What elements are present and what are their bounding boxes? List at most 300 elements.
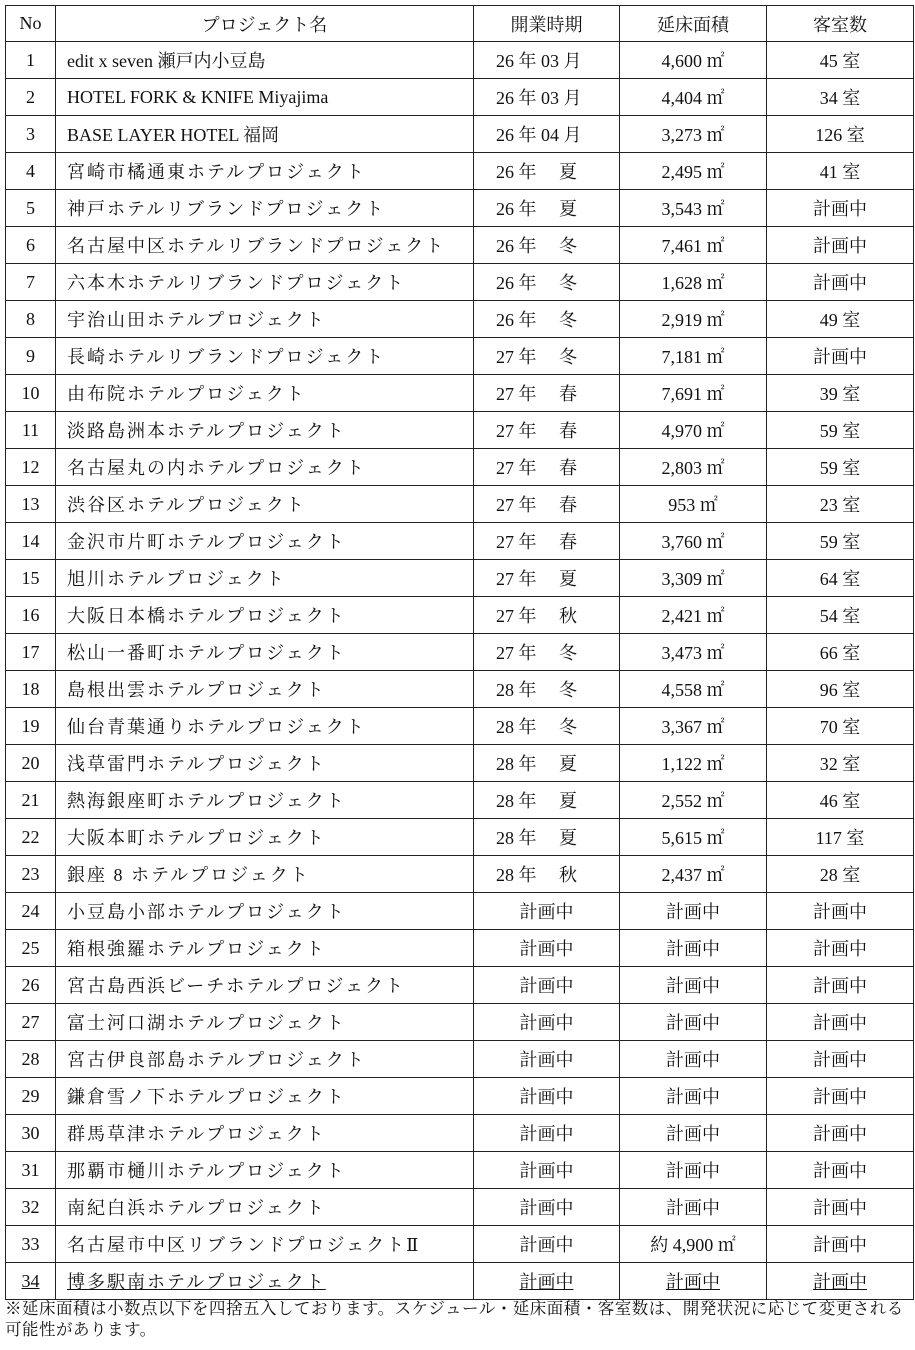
cell-opening-text: 27 年 春	[496, 458, 577, 478]
cell-opening-text: 27 年 春	[496, 421, 577, 441]
cell-project-name	[56, 264, 474, 301]
cell-floor-area	[620, 523, 767, 560]
cell-rooms	[767, 190, 914, 227]
table-row	[6, 412, 914, 449]
cell-no	[6, 1189, 56, 1226]
cell-floor-area-text: 4,558 ㎡	[661, 680, 725, 700]
cell-no-text: 34	[21, 1270, 40, 1291]
cell-rooms	[767, 1115, 914, 1152]
cell-no-text: 4	[26, 160, 35, 181]
cell-project-name	[56, 1115, 474, 1152]
cell-opening-text: 27 年 春	[496, 532, 577, 552]
cell-project-name-text: 箱根強羅ホテルプロジェクト	[67, 939, 326, 959]
cell-no-text: 22	[21, 826, 40, 847]
cell-floor-area-text: 3,543 ㎡	[661, 199, 725, 219]
cell-no-text: 13	[21, 493, 40, 514]
cell-project-name	[56, 1226, 474, 1263]
cell-project-name-text: 神戸ホテルリブランドプロジェクト	[67, 199, 386, 219]
cell-project-name	[56, 301, 474, 338]
table-row	[6, 1189, 914, 1226]
cell-rooms-text: 計画中	[813, 1272, 867, 1292]
cell-opening-text: 28 年 夏	[496, 754, 577, 774]
cell-no-text: 10	[21, 382, 40, 403]
cell-opening-text: 26 年 夏	[496, 162, 577, 182]
cell-project-name-text: 宮古伊良部島ホテルプロジェクト	[67, 1050, 366, 1070]
cell-project-name	[56, 412, 474, 449]
cell-opening-text: 計画中	[519, 939, 574, 959]
cell-no-text: 33	[21, 1233, 40, 1254]
cell-floor-area	[620, 856, 767, 893]
cell-no-text: 14	[21, 530, 40, 551]
cell-rooms	[767, 1041, 914, 1078]
cell-project-name	[56, 523, 474, 560]
cell-rooms-text: 54 室	[819, 606, 861, 626]
cell-floor-area	[620, 1115, 767, 1152]
cell-no-text: 3	[26, 123, 35, 144]
cell-project-name	[56, 1004, 474, 1041]
cell-opening-text: 27 年 秋	[496, 606, 577, 626]
cell-floor-area	[620, 301, 767, 338]
cell-no-text: 28	[21, 1048, 40, 1069]
cell-floor-area-text: 3,367 ㎡	[661, 717, 725, 737]
cell-opening	[474, 190, 620, 227]
cell-floor-area	[620, 338, 767, 375]
cell-opening-text: 26 年 冬	[496, 310, 577, 330]
hotel-projects-table	[5, 5, 914, 1300]
cell-opening	[474, 153, 620, 190]
cell-opening	[474, 116, 620, 153]
cell-rooms-text: 計画中	[813, 939, 867, 959]
cell-opening-text: 計画中	[519, 1050, 574, 1070]
cell-floor-area-text: 4,970 ㎡	[661, 421, 725, 441]
table-row	[6, 1078, 914, 1115]
cell-floor-area-text: 7,461 ㎡	[661, 236, 725, 256]
cell-rooms	[767, 745, 914, 782]
cell-rooms-text: 32 室	[819, 754, 861, 774]
cell-opening	[474, 227, 620, 264]
cell-floor-area-text: 計画中	[666, 1124, 720, 1144]
cell-no-text: 24	[21, 900, 40, 921]
cell-project-name-text: edit x seven 瀬戸内小豆島	[67, 51, 266, 71]
cell-opening	[474, 1004, 620, 1041]
cell-project-name	[56, 338, 474, 375]
table-row	[6, 449, 914, 486]
cell-floor-area	[620, 412, 767, 449]
cell-no	[6, 227, 56, 264]
cell-floor-area-text: 3,273 ㎡	[661, 125, 725, 145]
cell-opening-text: 28 年 冬	[496, 680, 577, 700]
cell-floor-area	[620, 1004, 767, 1041]
cell-rooms	[767, 930, 914, 967]
cell-floor-area	[620, 1078, 767, 1115]
cell-project-name-text: 宇治山田ホテルプロジェクト	[67, 310, 326, 330]
table-row	[6, 782, 914, 819]
cell-project-name-text: 群馬草津ホテルプロジェクト	[67, 1124, 326, 1144]
cell-project-name	[56, 782, 474, 819]
cell-project-name-text: 浅草雷門ホテルプロジェクト	[67, 754, 326, 774]
cell-project-name	[56, 1041, 474, 1078]
cell-rooms-text: 66 室	[819, 643, 861, 663]
cell-opening	[474, 264, 620, 301]
cell-opening-text: 計画中	[519, 1124, 574, 1144]
cell-project-name	[56, 819, 474, 856]
cell-rooms-text: 計画中	[813, 347, 867, 367]
cell-no-text: 25	[21, 937, 40, 958]
cell-floor-area-text: 3,473 ㎡	[661, 643, 725, 663]
cell-no-text: 32	[21, 1196, 40, 1217]
cell-opening-text: 26 年 03 月	[496, 51, 582, 71]
cell-rooms	[767, 116, 914, 153]
cell-rooms	[767, 1189, 914, 1226]
cell-no	[6, 967, 56, 1004]
cell-opening	[474, 375, 620, 412]
cell-opening-text: 計画中	[519, 1087, 574, 1107]
header-rooms: 客室数	[767, 6, 914, 42]
cell-floor-area	[620, 116, 767, 153]
cell-rooms	[767, 523, 914, 560]
cell-opening	[474, 967, 620, 1004]
cell-floor-area-text: 2,495 ㎡	[661, 162, 725, 182]
cell-opening	[474, 412, 620, 449]
cell-floor-area-text: 5,615 ㎡	[661, 828, 725, 848]
cell-project-name-text: 渋谷区ホテルプロジェクト	[67, 495, 306, 515]
cell-floor-area	[620, 153, 767, 190]
cell-no	[6, 1115, 56, 1152]
header-project-name: プロジェクト名	[56, 6, 474, 42]
cell-no	[6, 486, 56, 523]
cell-project-name-text: 名古屋市中区リブランドプロジェクトⅡ	[67, 1235, 421, 1255]
table-row	[6, 745, 914, 782]
cell-opening	[474, 597, 620, 634]
cell-project-name	[56, 967, 474, 1004]
cell-rooms-text: 計画中	[813, 236, 867, 256]
cell-rooms	[767, 79, 914, 116]
cell-no-text: 8	[26, 308, 35, 329]
cell-no-text: 18	[21, 678, 40, 699]
table-row	[6, 486, 914, 523]
cell-no	[6, 819, 56, 856]
cell-floor-area	[620, 1189, 767, 1226]
table-row	[6, 930, 914, 967]
cell-rooms	[767, 486, 914, 523]
table-row	[6, 190, 914, 227]
table-row	[6, 116, 914, 153]
cell-no	[6, 1226, 56, 1263]
table-row	[6, 375, 914, 412]
cell-no	[6, 560, 56, 597]
cell-project-name-text: 大阪日本橋ホテルプロジェクト	[67, 606, 346, 626]
cell-no	[6, 1004, 56, 1041]
cell-rooms	[767, 819, 914, 856]
cell-project-name-text: 名古屋中区ホテルリブランドプロジェクト	[67, 236, 446, 256]
cell-no-text: 16	[21, 604, 40, 625]
cell-project-name-text: 銀座 8 ホテルプロジェクト	[67, 865, 310, 885]
cell-rooms-text: 117 室	[815, 828, 865, 848]
cell-rooms	[767, 1152, 914, 1189]
cell-rooms	[767, 264, 914, 301]
cell-project-name	[56, 893, 474, 930]
cell-project-name-text: 博多駅南ホテルプロジェクト	[67, 1272, 326, 1292]
table-row	[6, 1115, 914, 1152]
cell-no-text: 11	[21, 419, 40, 440]
table-row	[6, 708, 914, 745]
cell-no	[6, 634, 56, 671]
cell-rooms-text: 23 室	[819, 495, 861, 515]
cell-opening	[474, 42, 620, 79]
cell-rooms	[767, 967, 914, 1004]
cell-project-name	[56, 634, 474, 671]
cell-floor-area-text: 4,404 ㎡	[661, 88, 725, 108]
cell-floor-area-text: 計画中	[666, 902, 720, 922]
cell-floor-area	[620, 375, 767, 412]
cell-opening	[474, 634, 620, 671]
cell-rooms	[767, 301, 914, 338]
cell-no	[6, 79, 56, 116]
cell-rooms-text: 計画中	[813, 273, 867, 293]
cell-rooms	[767, 449, 914, 486]
cell-floor-area-text: 7,181 ㎡	[661, 347, 725, 367]
cell-rooms-text: 70 室	[819, 717, 861, 737]
cell-no	[6, 1152, 56, 1189]
cell-opening-text: 28 年 冬	[496, 717, 577, 737]
cell-project-name	[56, 42, 474, 79]
cell-floor-area-text: 約 4,900 ㎡	[650, 1235, 736, 1255]
cell-project-name-text: 旭川ホテルプロジェクト	[67, 569, 286, 589]
cell-rooms-text: 41 室	[819, 162, 861, 182]
cell-opening-text: 計画中	[519, 1013, 574, 1033]
cell-no	[6, 708, 56, 745]
cell-opening-text: 27 年 春	[496, 384, 577, 404]
cell-rooms	[767, 856, 914, 893]
cell-rooms	[767, 375, 914, 412]
cell-no-text: 2	[26, 86, 35, 107]
cell-opening-text: 計画中	[519, 1272, 574, 1292]
cell-floor-area-text: 2,421 ㎡	[661, 606, 725, 626]
header-opening: 開業時期	[474, 6, 620, 42]
cell-floor-area-text: 953 ㎡	[668, 495, 718, 515]
cell-project-name	[56, 486, 474, 523]
cell-rooms-text: 39 室	[819, 384, 861, 404]
cell-floor-area-text: 計画中	[666, 1050, 720, 1070]
cell-no-text: 26	[21, 974, 40, 995]
table-row	[6, 1004, 914, 1041]
cell-rooms	[767, 1078, 914, 1115]
cell-opening-text: 計画中	[519, 1161, 574, 1181]
cell-no	[6, 671, 56, 708]
cell-no	[6, 375, 56, 412]
cell-floor-area	[620, 190, 767, 227]
cell-opening-text: 28 年 夏	[496, 828, 577, 848]
cell-rooms-text: 28 室	[819, 865, 861, 885]
cell-opening-text: 27 年 冬	[496, 347, 577, 367]
cell-opening	[474, 671, 620, 708]
cell-floor-area-text: 3,760 ㎡	[661, 532, 725, 552]
cell-floor-area-text: 2,803 ㎡	[661, 458, 725, 478]
cell-project-name-text: 那覇市樋川ホテルプロジェクト	[67, 1161, 346, 1181]
cell-rooms	[767, 338, 914, 375]
table-row	[6, 819, 914, 856]
cell-rooms-text: 59 室	[819, 532, 861, 552]
cell-opening-text: 26 年 03 月	[496, 88, 582, 108]
cell-rooms-text: 計画中	[813, 199, 867, 219]
cell-opening-text: 計画中	[519, 1235, 574, 1255]
cell-floor-area	[620, 671, 767, 708]
table-row	[6, 560, 914, 597]
cell-no	[6, 1263, 56, 1300]
table-row	[6, 523, 914, 560]
cell-project-name	[56, 79, 474, 116]
cell-opening	[474, 1226, 620, 1263]
cell-floor-area-text: 2,919 ㎡	[661, 310, 725, 330]
cell-opening	[474, 893, 620, 930]
cell-opening	[474, 745, 620, 782]
table-row	[6, 597, 914, 634]
cell-rooms-text: 34 室	[819, 88, 861, 108]
cell-rooms	[767, 412, 914, 449]
cell-opening	[474, 856, 620, 893]
table-row	[6, 671, 914, 708]
cell-project-name	[56, 745, 474, 782]
cell-no	[6, 190, 56, 227]
cell-floor-area-text: 計画中	[666, 1272, 720, 1292]
cell-floor-area-text: 4,600 ㎡	[661, 51, 725, 71]
cell-floor-area-text: 2,552 ㎡	[661, 791, 725, 811]
cell-no-text: 23	[21, 863, 40, 884]
cell-opening	[474, 930, 620, 967]
cell-rooms-text: 64 室	[819, 569, 861, 589]
cell-no	[6, 412, 56, 449]
cell-rooms-text: 49 室	[819, 310, 861, 330]
cell-no	[6, 856, 56, 893]
cell-opening	[474, 1078, 620, 1115]
cell-no-text: 27	[21, 1011, 40, 1032]
cell-rooms	[767, 597, 914, 634]
cell-rooms	[767, 227, 914, 264]
cell-rooms	[767, 42, 914, 79]
cell-opening	[474, 708, 620, 745]
table-row	[6, 634, 914, 671]
cell-project-name-text: 富士河口湖ホテルプロジェクト	[67, 1013, 346, 1033]
cell-opening-text: 26 年 冬	[496, 273, 577, 293]
cell-project-name-text: 松山一番町ホテルプロジェクト	[67, 643, 346, 663]
cell-opening-text: 26 年 夏	[496, 199, 577, 219]
cell-no-text: 21	[21, 789, 40, 810]
cell-floor-area-text: 計画中	[666, 1013, 720, 1033]
cell-opening-text: 計画中	[519, 976, 574, 996]
cell-floor-area	[620, 449, 767, 486]
cell-rooms-text: 計画中	[813, 1161, 867, 1181]
cell-no-text: 20	[21, 752, 40, 773]
cell-rooms	[767, 560, 914, 597]
cell-no	[6, 782, 56, 819]
cell-floor-area	[620, 930, 767, 967]
table-row	[6, 153, 914, 190]
cell-rooms	[767, 1226, 914, 1263]
cell-floor-area	[620, 79, 767, 116]
cell-rooms-text: 126 室	[815, 125, 865, 145]
cell-project-name	[56, 449, 474, 486]
cell-project-name-text: 金沢市片町ホテルプロジェクト	[67, 532, 346, 552]
cell-opening	[474, 1263, 620, 1300]
cell-project-name	[56, 1078, 474, 1115]
cell-opening	[474, 560, 620, 597]
cell-opening	[474, 449, 620, 486]
cell-floor-area	[620, 893, 767, 930]
cell-opening-text: 28 年 秋	[496, 865, 577, 885]
cell-opening-text: 26 年 04 月	[496, 125, 582, 145]
cell-rooms	[767, 708, 914, 745]
cell-project-name-text: 大阪本町ホテルプロジェクト	[67, 828, 326, 848]
cell-rooms-text: 計画中	[813, 1235, 867, 1255]
cell-rooms-text: 45 室	[819, 51, 861, 71]
cell-no	[6, 116, 56, 153]
cell-opening	[474, 1189, 620, 1226]
cell-floor-area	[620, 1152, 767, 1189]
cell-rooms-text: 計画中	[813, 902, 867, 922]
cell-floor-area	[620, 42, 767, 79]
cell-project-name-text: 宮古島西浜ビーチホテルプロジェクト	[67, 976, 406, 996]
cell-no-text: 5	[26, 197, 35, 218]
cell-no	[6, 42, 56, 79]
cell-no-text: 7	[26, 271, 35, 292]
table-row	[6, 1041, 914, 1078]
table-row	[6, 79, 914, 116]
cell-no	[6, 338, 56, 375]
table-row	[6, 967, 914, 1004]
cell-rooms-text: 46 室	[819, 791, 861, 811]
table-row	[6, 893, 914, 930]
cell-project-name	[56, 227, 474, 264]
cell-project-name	[56, 671, 474, 708]
header-floor-area: 延床面積	[620, 6, 767, 42]
cell-rooms	[767, 1004, 914, 1041]
cell-rooms-text: 計画中	[813, 1198, 867, 1218]
cell-no-text: 29	[21, 1085, 40, 1106]
cell-opening	[474, 782, 620, 819]
cell-opening	[474, 79, 620, 116]
cell-opening	[474, 1041, 620, 1078]
cell-project-name	[56, 1263, 474, 1300]
cell-project-name	[56, 597, 474, 634]
cell-rooms-text: 計画中	[813, 1050, 867, 1070]
cell-floor-area	[620, 967, 767, 1004]
cell-floor-area-text: 計画中	[666, 939, 720, 959]
cell-project-name	[56, 190, 474, 227]
cell-floor-area	[620, 745, 767, 782]
cell-project-name-text: 鎌倉雪ノ下ホテルプロジェクト	[67, 1087, 346, 1107]
cell-no-text: 12	[21, 456, 40, 477]
cell-floor-area	[620, 264, 767, 301]
cell-project-name-text: 宮崎市橘通東ホテルプロジェクト	[67, 162, 366, 182]
cell-floor-area	[620, 1226, 767, 1263]
table-row	[6, 338, 914, 375]
cell-floor-area-text: 2,437 ㎡	[661, 865, 725, 885]
cell-project-name	[56, 560, 474, 597]
cell-floor-area	[620, 560, 767, 597]
cell-floor-area	[620, 708, 767, 745]
cell-project-name-text: 長崎ホテルリブランドプロジェクト	[67, 347, 386, 367]
cell-project-name	[56, 1152, 474, 1189]
cell-project-name-text: 熱海銀座町ホテルプロジェクト	[67, 791, 346, 811]
cell-opening	[474, 1115, 620, 1152]
cell-project-name-text: 淡路島洲本ホテルプロジェクト	[67, 421, 346, 441]
cell-opening-text: 26 年 冬	[496, 236, 577, 256]
cell-opening-text: 計画中	[519, 902, 574, 922]
cell-rooms	[767, 153, 914, 190]
cell-no-text: 17	[21, 641, 40, 662]
table-body	[6, 42, 914, 1300]
table-row	[6, 1263, 914, 1300]
